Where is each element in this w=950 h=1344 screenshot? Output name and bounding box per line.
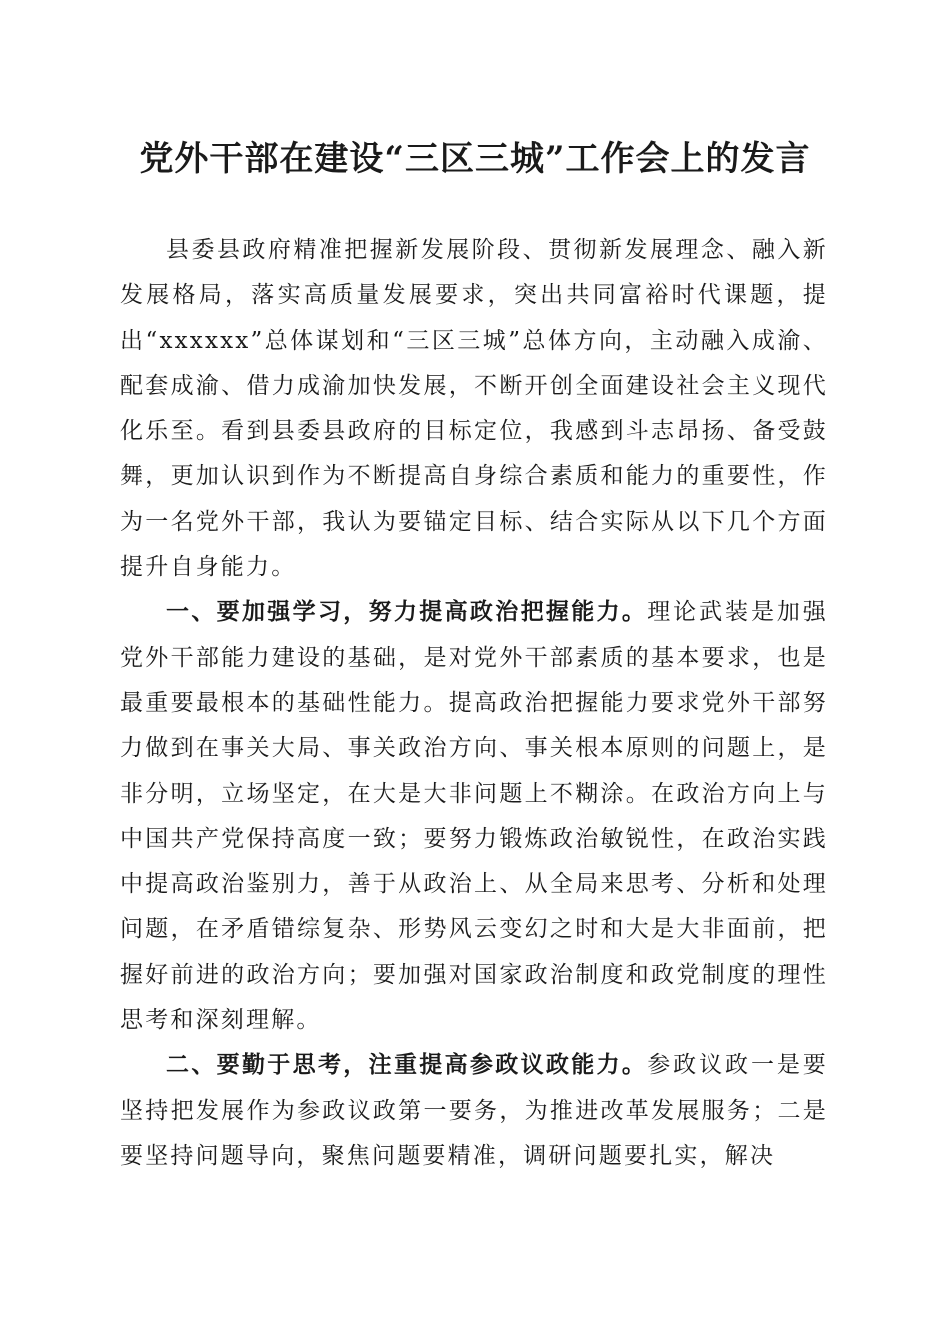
section-heading: 一、要加强学习，努力提高政治把握能力。	[166, 599, 648, 626]
document-title: 党外干部在建设“三区三城”工作会上的发言	[139, 139, 811, 179]
paragraph-section-1	[120, 590, 828, 1043]
section-heading: 二、要勤于思考，注重提高参政议政能力。	[166, 1052, 648, 1079]
paragraph-section-2	[120, 1043, 828, 1179]
document-body	[120, 228, 828, 1179]
paragraph-intro	[120, 228, 828, 590]
paragraph-text: 理论武装是加强党外干部能力建设的基础，是对党外干部素质的基本要求，也是最重要最根本的基础性能力。提高政治把握能力要求党外干部努力做到在事关大局、事关政治方向、事关根本原则的问题上，是非分明，立场坚定，在大是大非问题上不糊涂。在政治方向上与中国共产党保持高度一致；要努力锻炼政治敏锐性，在政治实践中提高政治鉴别力，善于从政治上、从全局来思考、分析和处理问题，在矛盾错综复杂、形势风云变幻之时和大是大非面前，把握好前进的政治方向；要加强对国家政治制度和政党制度的理性思考和深刻理解。	[120, 599, 828, 1034]
paragraph-text: 参政议政一是要坚持把发展作为参政议政第一要务，为推进改革发展服务；二是要坚持问题导向，聚焦问题要精准，调研问题要扎实，解决	[120, 1052, 828, 1169]
paragraph-text: 县委县政府精准把握新发展阶段、贯彻新发展理念、融入新发展格局，落实高质量发展要求，突出共同富裕时代课题，提出“xxxxxx”总体谋划和“三区三城”总体方向，主动融入成渝、配套成渝、借力成渝加快发展，不断开创全面建设社会主义现代化乐至。看到县委县政府的目标定位，我感到斗志昂扬、备受鼓舞，更加认识到作为不断提高自身综合素质和能力的重要性，作为一名党外干部，我认为要锚定目标、结合实际从以下几个方面提升自身能力。	[120, 237, 828, 581]
